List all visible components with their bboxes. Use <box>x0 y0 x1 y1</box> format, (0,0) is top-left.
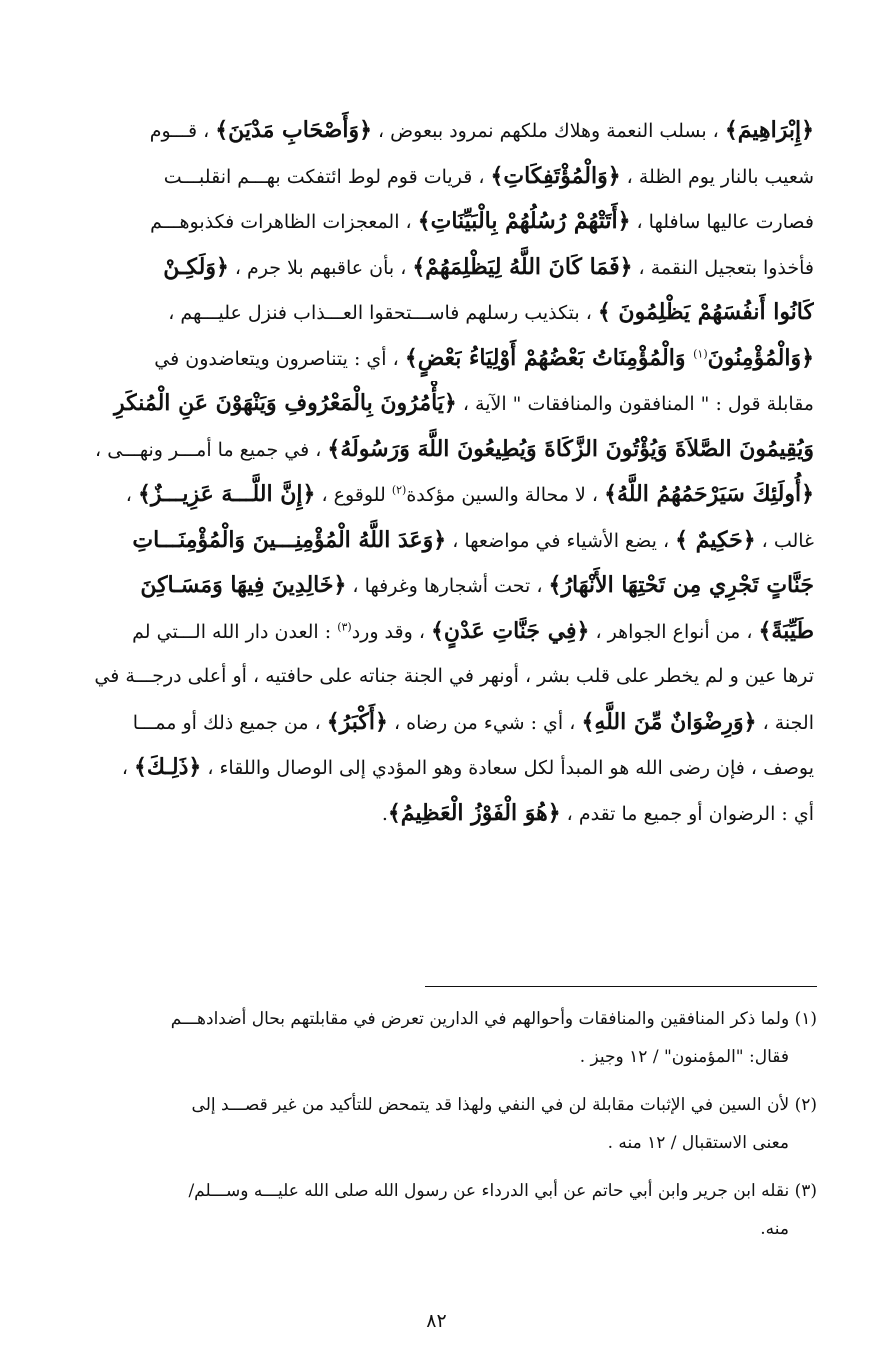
text-line <box>72 245 814 291</box>
page-number: ٨٢ <box>426 1310 447 1332</box>
text-line <box>72 745 814 791</box>
commentary-text: فصارت عاليها سافلها ، <box>630 211 814 233</box>
quran-quote: ﴿وَالْمُؤْتَفِكَاتِ﴾ <box>490 162 621 189</box>
quran-quote: وَالْمُؤْمِنَاتُ بَعْضُهُمْ أَوْلِيَاءُ بَعْضٍ﴾ <box>404 344 694 371</box>
quran-quote: ﴿حَكِيمٌ ﴾ <box>675 526 756 553</box>
quran-quote: ﴿إِبْرَاهِيمَ﴾ <box>724 117 814 143</box>
quran-quote: ﴿أَكْبَرُ﴾ <box>326 708 388 735</box>
quran-quote: ﴿وَلَكِـنْ <box>163 253 229 280</box>
footnote-separator <box>425 986 817 987</box>
quran-quote: وَيُقِيمُونَ الصَّلاَةَ وَيُؤْتُونَ الزَّكَاةَ وَيُطِيعُونَ اللَّهَ وَرَسُولَهُ﴾ <box>327 435 814 462</box>
footnote-line: (١) ولما ذكر المنافقين والمنافقات وأحوالهم في الدارين تعرض في مقابلتهم بحال أضدادهـــم <box>170 1009 817 1029</box>
quran-quote: ﴿أَتَتْهُمْ رُسُلُهُمْ بِالْبَيِّنَاتِ﴾ <box>417 208 631 234</box>
commentary-text: ، بسلب النعمة وهلاك ملكهم نمرود ببعوض ، <box>371 120 725 142</box>
footnote <box>72 1000 817 1076</box>
quran-quote: ﴿فَمَا كَانَ اللَّهُ لِيَظْلِمَهُمْ﴾ <box>412 253 633 280</box>
footnote <box>72 1172 817 1248</box>
commentary-text: ، بأن عاقبهم بلا جرم ، <box>228 256 413 279</box>
commentary-text: ، بتكذيب رسلهم فاســـتحقوا العـــذاب فنزل عليـــهم ، <box>168 302 598 324</box>
commentary-text: فأخذوا بتعجيل النقمة ، <box>632 256 814 279</box>
quran-quote: ﴿ذَلِـكَ﴾ <box>134 754 202 780</box>
commentary-text: ، لا محالة والسين مؤكدة <box>406 484 605 506</box>
text-line <box>72 336 814 382</box>
text-line <box>72 108 814 154</box>
commentary-text: ، تحت أشجارها وغرفها ، <box>346 575 549 597</box>
commentary-text: ، أي : يتناصرون ويتعاضدون في <box>154 347 405 370</box>
commentary-text: مقابلة قول : " المنافقون والمنافقات " الآية ، <box>456 393 814 415</box>
commentary-text: ، <box>121 757 134 779</box>
quran-quote: ﴿وَرِضْوَانٌ مِّنَ اللَّهِ﴾ <box>581 708 757 735</box>
commentary-text: ترها عين و لم يخطر على قلب بشر ، أونهر في الجنة جناته على حافتيه ، أو أعلى درجـــة في <box>94 665 814 687</box>
commentary-text: شعيب بالنار يوم الظلة ، <box>620 165 814 188</box>
text-line <box>72 563 814 609</box>
commentary-text: أي : الرضوان أو جميع ما تقدم ، <box>560 802 814 825</box>
commentary-text: يوصف ، فإن رضى الله هو المبدأ لكل سعادة وهو المؤدي إلى الوصال واللقاء ، <box>201 757 814 779</box>
text-line <box>72 381 814 427</box>
quran-quote: ﴿يَأْمُرُونَ بِالْمَعْرُوفِ وَيَنْهَوْنَ عَنِ الْمُنكَرِ <box>113 390 457 416</box>
quran-quote: ﴿وَأَصْحَابِ مَدْيَنَ﴾ <box>215 117 372 143</box>
quran-quote: ﴿وَالْمُؤْمِنُونَ <box>707 344 814 371</box>
commentary-text: غالب ، <box>755 529 814 552</box>
footnote-marker: (٢) <box>391 483 407 497</box>
commentary-text: ، قـــوم <box>149 120 216 142</box>
commentary-text: ، قريات قوم لوط ائتفكت بهـــم انقلبـــت <box>163 165 491 188</box>
main-text <box>72 108 814 836</box>
footnote-line: معنى الاستقبال / ١٢ منه . <box>607 1133 789 1153</box>
text-line <box>72 199 814 245</box>
footnote-marker: (٣) <box>337 620 352 634</box>
quran-quote: ﴿هُوَ الْفَوْزُ الْعَظِيمُ﴾ <box>387 799 561 826</box>
commentary-text: . <box>381 802 388 825</box>
commentary-text: ، أي : شيء من رضاه ، <box>387 711 582 734</box>
quran-quote: ﴿أُولَئِكَ سَيَرْحَمُهُمُ اللَّهُ﴾ <box>604 481 814 507</box>
commentary-text: : العدن دار الله الـــتي لم <box>132 620 338 643</box>
text-line <box>72 654 814 700</box>
quran-quote: ﴿وَعَدَ اللَّهُ الْمُؤْمِنِـــينَ وَالْمُؤْمِنَـــاتِ <box>132 526 447 553</box>
text-line <box>72 472 814 518</box>
text-line <box>72 427 814 473</box>
footnote-line: (٢) لأن السين في الإثبات مقابلة لن في النفي ولهذا قد يتمحض للتأكيد من غير قصـــد إلى <box>191 1095 817 1115</box>
commentary-text: ، <box>125 484 138 506</box>
text-line <box>72 609 814 655</box>
quran-quote: جَنَّاتٍ تَجْرِي مِن تَحْتِهَا الأَنْهَارُ﴾ <box>548 572 814 598</box>
text-line <box>72 700 814 746</box>
commentary-text: للوقوع ، <box>315 484 392 506</box>
commentary-text: ، يضع الأشياء في مواضعها ، <box>446 529 676 552</box>
text-line <box>72 518 814 564</box>
quran-quote: ﴿فِي جَنَّاتِ عَدْنٍ﴾ <box>431 617 590 644</box>
commentary-text: ، في جميع ما أمـــر ونهـــى ، <box>95 438 328 461</box>
footnote <box>72 1086 817 1162</box>
quran-quote: ﴿إِنَّ اللَّـــهَ عَزِيـــزٌ﴾ <box>137 481 316 507</box>
commentary-text: ، من أنواع الجواهر ، <box>589 620 759 643</box>
commentary-text: الجنة ، <box>756 711 814 734</box>
quran-quote: ﴿خَالِدِينَ فِيهَا وَمَسَـاكِنَ <box>140 572 347 598</box>
footnote-marker: (١) <box>693 347 708 361</box>
footnote-line: (٣) نقله ابن جرير وابن أبي حاتم عن أبي الدرداء عن رسول الله صلى الله عليـــه وســـلم/ <box>188 1181 817 1201</box>
footnote-line: منه. <box>760 1219 789 1239</box>
quran-quote: كَانُوا أَنفُسَهُمْ يَظْلِمُونَ ﴾ <box>597 299 814 325</box>
text-line <box>72 791 814 837</box>
footnotes <box>72 1000 817 1258</box>
text-line <box>72 290 814 336</box>
quran-quote: طَيِّبَةً﴾ <box>758 617 814 644</box>
commentary-text: ، من جميع ذلك أو ممـــا <box>132 711 327 734</box>
commentary-text: ، وقد ورد <box>351 620 431 643</box>
footnote-line: فقال: "المؤمنون" / ١٢ وجيز . <box>579 1047 789 1067</box>
text-line <box>72 154 814 200</box>
commentary-text: ، المعجزات الظاهرات فكذبوهـــم <box>150 211 418 233</box>
